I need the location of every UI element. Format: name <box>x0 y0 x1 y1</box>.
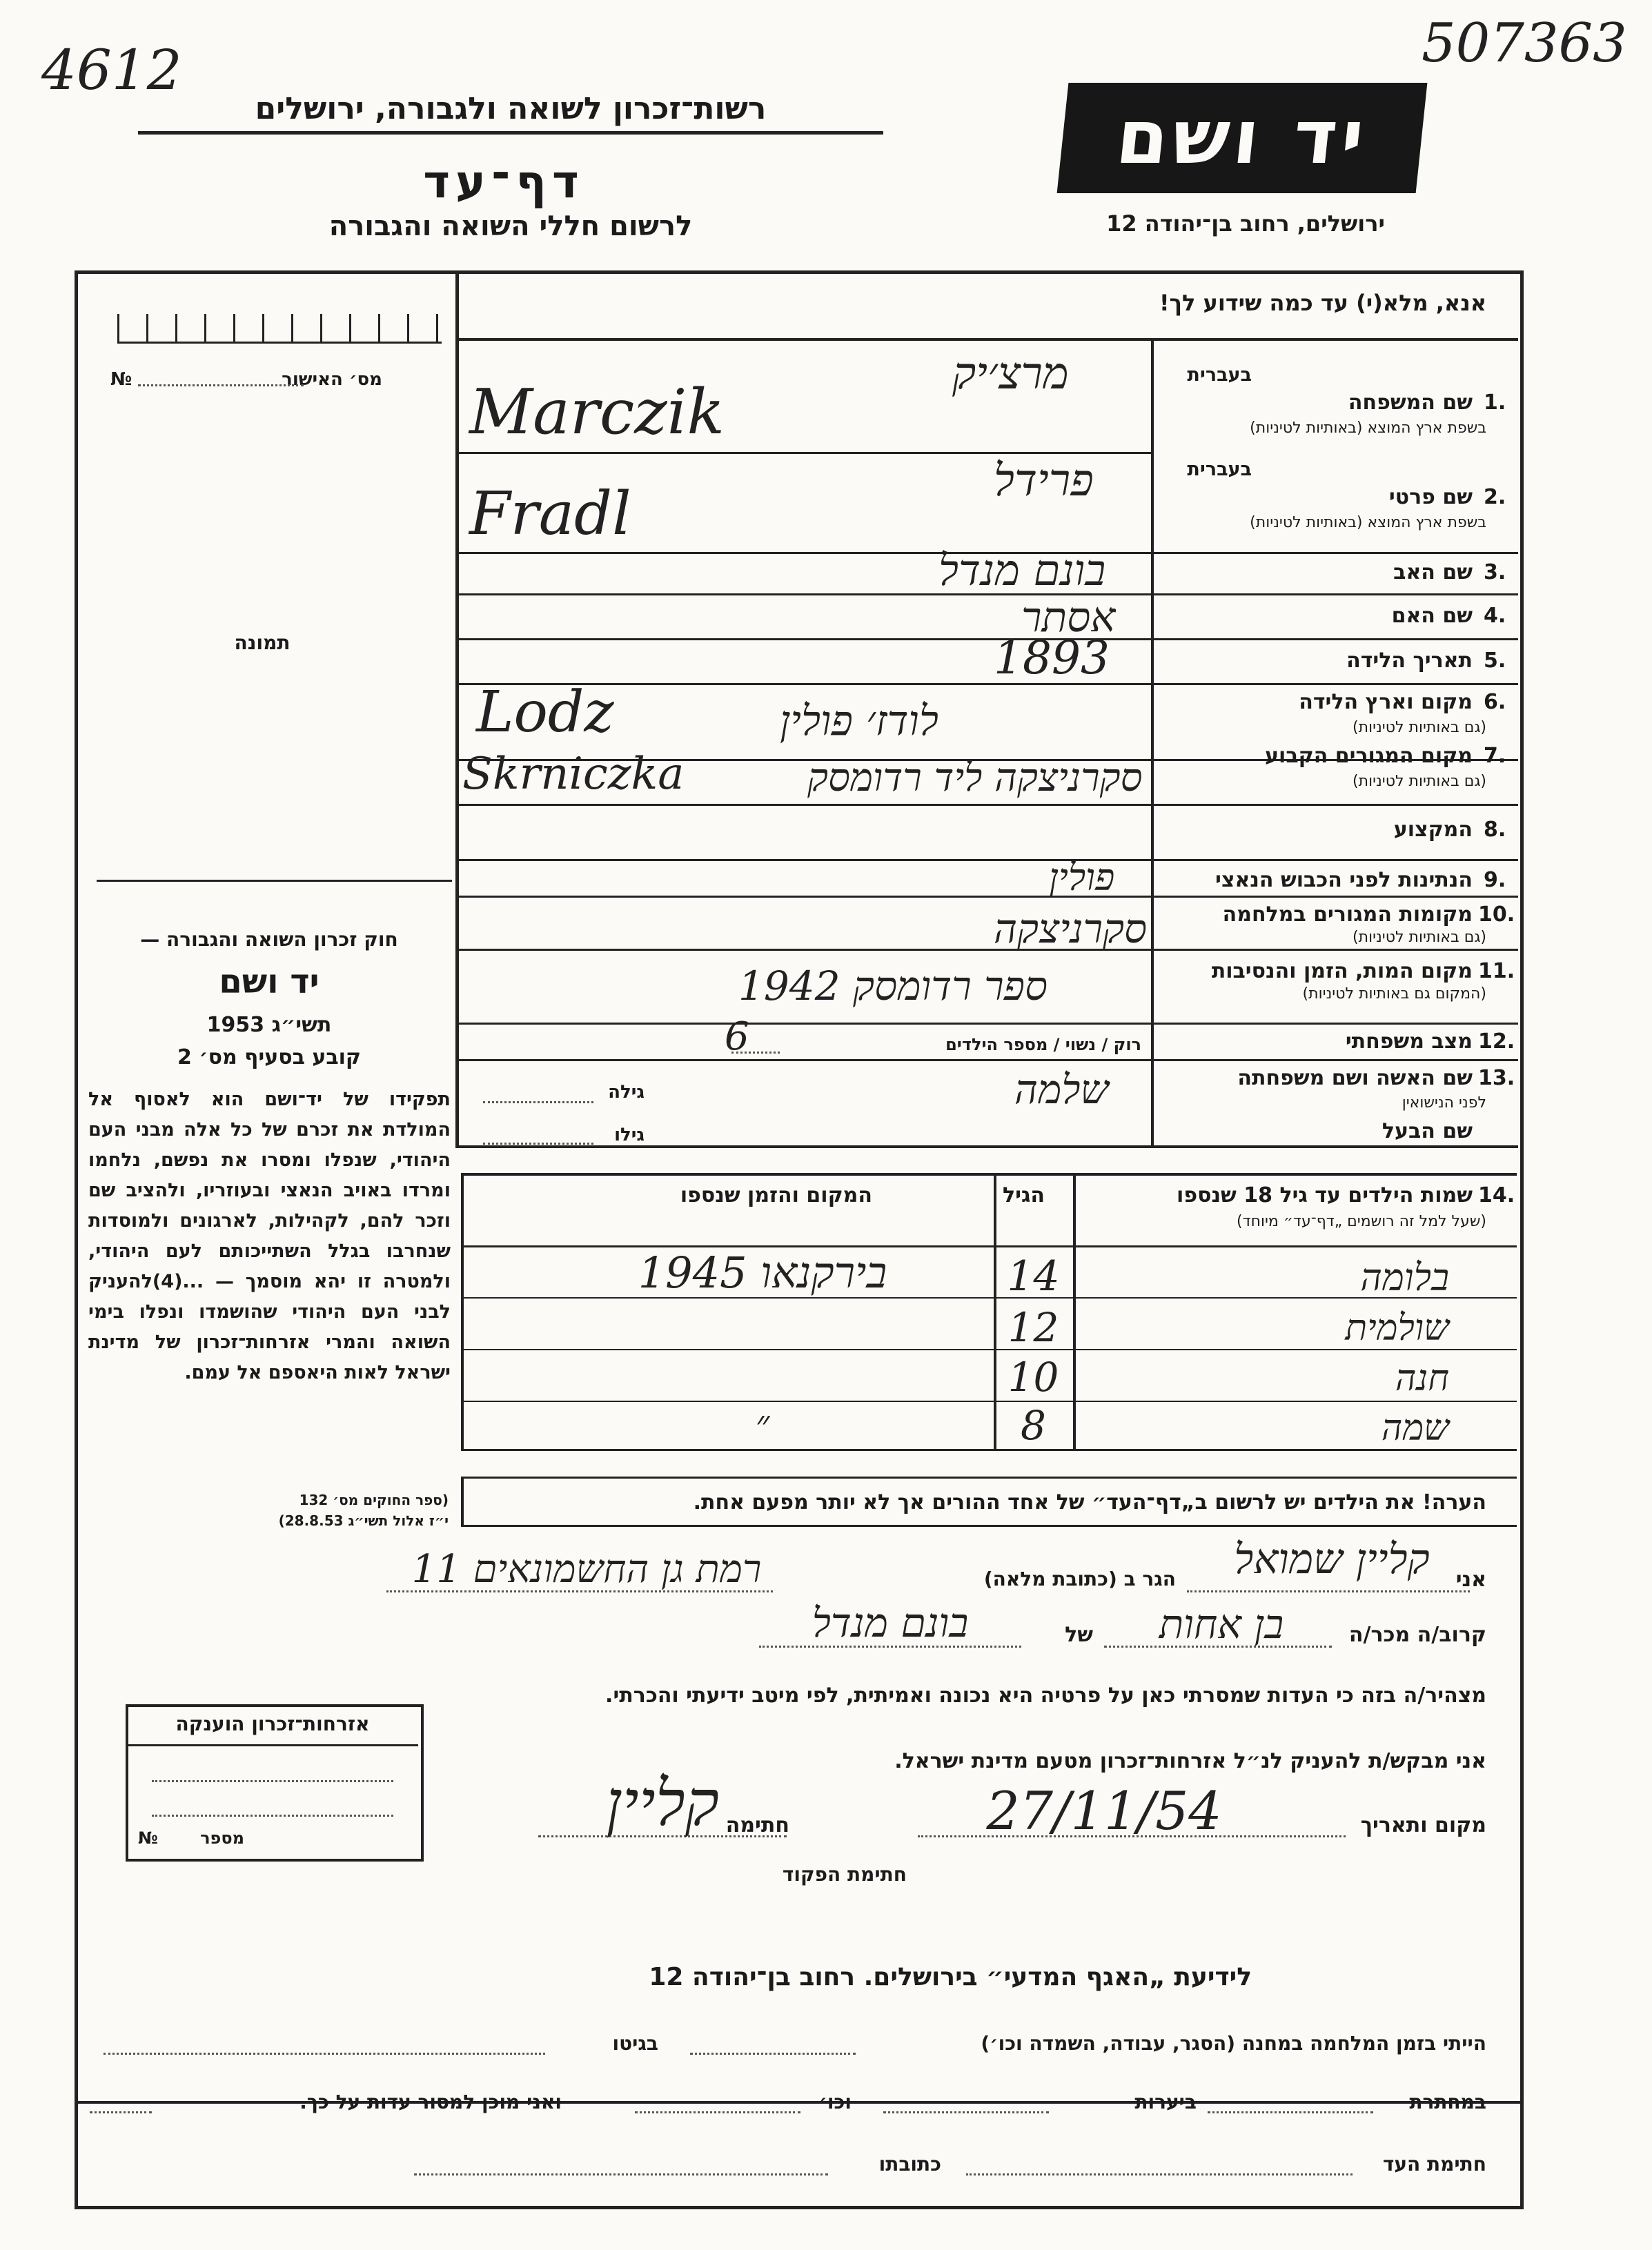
footer-etc-line <box>635 2111 800 2113</box>
field-10-number: 10. <box>1478 902 1515 927</box>
law-body: תפקידו של יד־ושם הוא לאסוף אל המולדת את זכרם של כל אלה מבני העם היהודי, שנפלו ומסרו את נפשם, נלחמו ומרדו באויב הנאצי ובעוזריו, ולהציב שם וזכר להם, לקהילות, לארגונים ולמוסדות שנחרבו בגלל השתייכותם לעם היהודי, ולמטרה זו יהא מוסמך — ...(4)להעניק לבני העם היהודי שהושמדו ונפלו בימי השואה והמרי אזרחות־זכרון של מדינת ישראל לאות היאספם אל עמם. <box>88 1089 451 1383</box>
field-11-number: 11. <box>1478 959 1515 983</box>
child-age: 14 <box>1007 1252 1060 1301</box>
footer-camp-label: הייתי בזמן המלחמה במחנה (הסגר, עבודה, השמדה וכו׳) <box>981 2032 1486 2055</box>
field-13-value: שלמה <box>1014 1066 1109 1113</box>
footer-willing-line <box>90 2111 152 2113</box>
signature-label: חתימה <box>725 1813 789 1837</box>
row-sep <box>455 1145 1518 1148</box>
citizenship-title: אזרחות־זכרון הוענקה <box>175 1713 370 1735</box>
field-3-value: בונם מנדל <box>938 545 1106 595</box>
row-sep <box>455 804 1518 806</box>
remark-left-border <box>461 1477 464 1527</box>
field-6-label: מקום וארץ הלידה <box>1299 690 1473 714</box>
field-11-label: מקום המות, הזמן והנסיבות <box>1211 959 1473 983</box>
footer-witness-signature-line <box>966 2173 1353 2175</box>
field-6-hebrew-value: לודז׳ פולין <box>780 697 938 745</box>
field-4-label: שם האם <box>1391 604 1473 628</box>
children-left-border <box>461 1173 464 1449</box>
children-header-sub: (שעל למל זה רושמים „דף־עד״ מיוחד) <box>1236 1213 1486 1230</box>
footer-address-line <box>414 2173 828 2175</box>
field-11-value: ספר רדומסק 1942 <box>738 963 1048 1009</box>
field-7-number: 7. <box>1484 744 1506 768</box>
field-9-number: 9. <box>1484 868 1506 892</box>
declarant-address: רמת גן החשמונאים 11 <box>411 1547 762 1592</box>
grid-label-divider <box>1151 339 1154 1147</box>
child-name: שמה <box>1381 1408 1449 1449</box>
please-fill-notice: אנא, מלא(י) עד כמה שידוע לך! <box>1159 290 1486 316</box>
citizenship-line-1 <box>152 1780 393 1782</box>
archive-number: 507363 <box>1422 12 1627 75</box>
field-5-number: 5. <box>1484 649 1506 673</box>
field-13-age-line <box>483 1101 593 1103</box>
declarant-name-line <box>1187 1590 1470 1592</box>
field-1-number: 1. <box>1484 391 1506 415</box>
field-4-number: 4. <box>1484 604 1506 628</box>
footer-etc-label: וכו׳ <box>818 2091 852 2113</box>
field-12-label: מצב משפחתי <box>1345 1029 1473 1054</box>
logo-text: יד ושם <box>1112 95 1373 181</box>
child-name: בלומה <box>1360 1256 1449 1299</box>
photo-bottom-line <box>97 880 452 882</box>
in-hebrew-1: בעברית <box>1187 364 1252 386</box>
citizenship-no-mark: № <box>138 1828 158 1848</box>
field-10-value: סקרניצקה <box>994 905 1148 952</box>
declarant-of-label: של <box>1065 1623 1093 1647</box>
child-name: חנה <box>1395 1358 1449 1399</box>
children-row-line <box>461 1349 1517 1350</box>
field-13-number: 13. <box>1478 1066 1515 1090</box>
remark-bottom-line <box>461 1525 1517 1527</box>
field-2-label: שם פרטי <box>1388 485 1473 509</box>
remark-top-line <box>461 1477 1517 1479</box>
field-12-number: 12. <box>1478 1029 1515 1054</box>
declarant-relative-label: קרוב/ה מכר/ה <box>1348 1623 1486 1647</box>
row-sep <box>455 638 1518 640</box>
citizenship-number-label: מספר <box>200 1828 244 1848</box>
photo-label: תמונה <box>234 631 291 654</box>
declarant-of-name: בונם מנדל <box>812 1599 969 1646</box>
law-title: חוק זכרון השואה והגבורה — <box>140 928 398 951</box>
declarant-name: קליין שמואל <box>1234 1535 1430 1583</box>
law-name: יד ושם <box>219 963 319 1001</box>
field-8-number: 8. <box>1484 818 1506 842</box>
barcode-ticks <box>117 314 442 344</box>
field-6-sub: (גם באותיות לטיניות) <box>1353 719 1486 736</box>
header-address: ירושלים, רחוב בן־יהודה 12 <box>1106 210 1385 237</box>
authority-title: רשות־זכרון לשואה ולגבורה, ירושלים <box>255 91 767 126</box>
field-10-sub: (גם באותיות לטיניות) <box>1353 929 1486 946</box>
field-8-label: המקצוע <box>1393 818 1473 842</box>
reg-no-mark: № <box>110 369 132 390</box>
field-3-number: 3. <box>1484 560 1506 584</box>
field-4-value: אסתר <box>1021 593 1116 642</box>
left-panel-divider <box>455 270 459 1147</box>
field-3-label: שם האב <box>1393 560 1473 584</box>
reg-no-line <box>138 384 304 386</box>
form-title: דף־עד <box>423 155 584 208</box>
field-12-value: 6 <box>725 1014 749 1059</box>
child-age: 10 <box>1007 1354 1059 1401</box>
field-6-latin-value: Lodz <box>476 680 614 745</box>
field-7-latin-value: Skrniczka <box>462 749 685 800</box>
field-13-sub: לפני הנישואין <box>1402 1094 1486 1112</box>
declarant-relation: בן אחות <box>1159 1601 1284 1648</box>
row-sep <box>455 859 1518 861</box>
bottom-divider <box>75 2101 1520 2104</box>
field-10-label: מקומות המגורים במלחמה <box>1222 902 1473 927</box>
footer-willing-text: ואני מוכן למסור עדות על כך. <box>299 2091 562 2113</box>
field-1-label: שם המשפחה <box>1348 391 1473 415</box>
field-2-number: 2. <box>1484 485 1506 509</box>
footer-forests-label: ביערות <box>1134 2091 1197 2113</box>
signature: קליין <box>606 1766 719 1840</box>
field-5-label: תאריך הלידה <box>1346 649 1473 673</box>
children-col-divider-2 <box>1073 1173 1076 1449</box>
field-9-value: פולין <box>1049 856 1115 899</box>
law-ref-1: (ספר החוקים מס׳ 132 <box>299 1492 449 1508</box>
field-2-sub: בשפת ארץ המוצא (באותיות לטיניות) <box>1250 514 1486 531</box>
declarant-i-label: אני <box>1455 1568 1486 1592</box>
in-hebrew-2: בעברית <box>1187 459 1252 480</box>
declarant-lives-label: הגר ב (כתובת מלאה) <box>983 1568 1176 1590</box>
field-2-latin-value: Fradl <box>469 480 631 549</box>
child-age: 12 <box>1007 1304 1059 1351</box>
field-5-value: 1893 <box>994 631 1110 684</box>
official-signature-label: חתימת הפקוד <box>782 1863 907 1886</box>
row-sep <box>455 896 1518 898</box>
footer-address-label: כתובתו <box>878 2153 941 2175</box>
children-top-line <box>461 1173 1517 1176</box>
child-name: שולמית <box>1345 1307 1449 1349</box>
citizenship-title-rule <box>128 1744 418 1746</box>
children-number: 14. <box>1478 1183 1515 1207</box>
footer-underground-line <box>1208 2111 1373 2113</box>
place-date-label: מקום ותאריך <box>1360 1813 1486 1837</box>
page-reference: 4612 <box>41 38 182 102</box>
footer-ghetto-label: בגיטו <box>612 2032 658 2055</box>
footer-underground-label: במחתרת <box>1409 2091 1486 2113</box>
remark-text: הערה! את הילדים יש לרשום ב„דף־העד״ של אחד ההורים אך לא יותר מפעם אחת. <box>693 1490 1486 1514</box>
authority-underline <box>138 131 883 135</box>
child-place: בירקנאו 1945 <box>638 1247 887 1298</box>
row-sep <box>455 452 1152 454</box>
husband-age-label: גילו <box>614 1125 645 1145</box>
field-7-hebrew-value: סקרניצקה ליד רדומסק <box>807 756 1143 800</box>
field-1-sub: בשפת ארץ המוצא (באותיות לטיניות) <box>1250 420 1486 437</box>
footer-info: לידיעת „האגף המדעי״ בירושלים. רחוב בן־יהודה 12 <box>649 1963 1252 1991</box>
field-13-age-label: גילה <box>608 1082 645 1103</box>
row-sep <box>455 949 1518 951</box>
field-6-number: 6. <box>1484 690 1506 714</box>
children-col-place: המקום והזמן שנספו <box>680 1183 872 1207</box>
husband-age-line <box>483 1143 593 1145</box>
children-col-age: הגיל <box>1003 1183 1045 1207</box>
children-bottom-line <box>461 1449 1517 1451</box>
field-9-label: הנתינות לפני הכבוש הנאצי <box>1215 868 1473 892</box>
field-12-options: רוק / נשוי / מספר הילדים <box>945 1035 1141 1054</box>
child-age: 8 <box>1021 1402 1046 1449</box>
declaration-text: מצהיר/ה בזה כי העדות שמסרתי כאן על פרטיה היא נכונה ואמיתית, לפי מיטב ידיעתי והכרתי. <box>605 1684 1486 1708</box>
child-place: ״ <box>755 1402 770 1445</box>
row-sep <box>455 1059 1518 1061</box>
date-value: 27/11/54 <box>986 1780 1222 1842</box>
yad-vashem-logo <box>1057 83 1428 193</box>
field-11-sub: (המקום גם באותיות לטיניות) <box>1302 985 1486 1003</box>
law-ref-2: י״ז אלול תשי״ג 28.8.53) <box>278 1512 449 1529</box>
law-year: תשי״ג 1953 <box>206 1013 332 1037</box>
husband-label: שם הבעל <box>1381 1119 1473 1143</box>
form-subtitle: לרשום חללי השואה והגבורה <box>328 210 693 242</box>
request-text: אני מבקש/ת להעניק לנ״ל אזרחות־זכרון מטעם מדינת ישראל. <box>894 1749 1486 1773</box>
footer-camp-line <box>690 2053 856 2055</box>
field-13-label: שם האשה ושם משפחתה <box>1237 1066 1473 1090</box>
footer-witness-signature-label: חתימת העד <box>1382 2153 1486 2175</box>
field-1-hebrew-value: מרצ׳יק <box>952 348 1069 399</box>
footer-forests-line <box>883 2111 1049 2113</box>
field-7-label: מקום המגורים הקבוע <box>1265 744 1473 768</box>
field-1-latin-value: Marczik <box>469 376 725 448</box>
footer-ghetto-line <box>104 2053 545 2055</box>
law-clause: קובע בסעיף מס׳ 2 <box>177 1045 362 1069</box>
row-sep <box>455 683 1518 685</box>
grid-top-line <box>455 338 1518 341</box>
reg-no-label: מס׳ האישור <box>282 369 382 390</box>
field-7-sub: (גם באותיות לטיניות) <box>1353 773 1486 790</box>
citizenship-line-2 <box>152 1815 393 1817</box>
row-sep <box>455 1023 1518 1025</box>
children-header: שמות הילדים עד גיל 18 שנספו <box>1177 1183 1473 1207</box>
field-2-hebrew-value: פרידל <box>994 455 1094 506</box>
